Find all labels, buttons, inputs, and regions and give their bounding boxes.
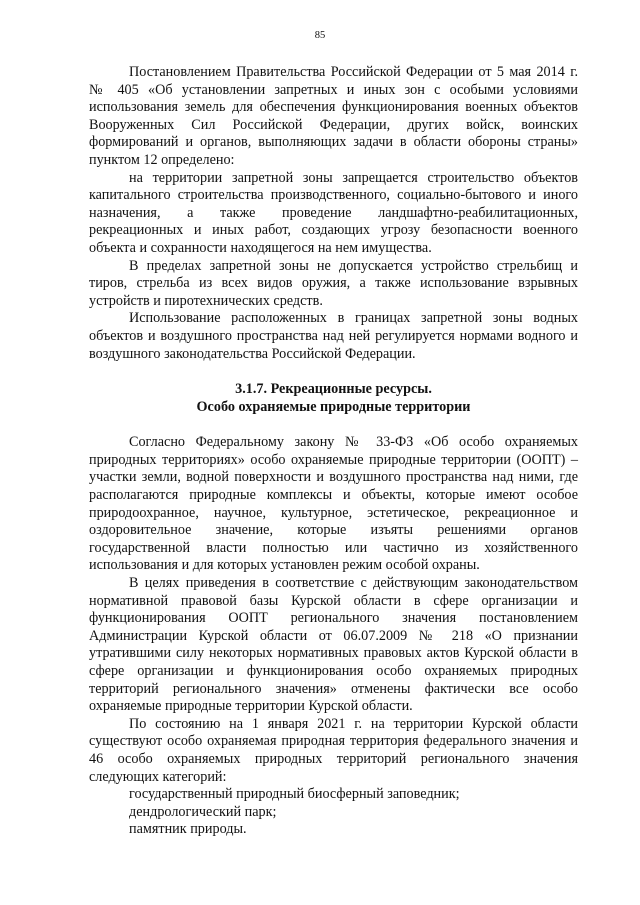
- section-heading-protected-areas: Особо охраняемые природные территории: [196, 398, 471, 415]
- list-item: памятник природы.: [129, 821, 247, 838]
- list-item: дендрологический парк;: [129, 803, 277, 820]
- spacer: [89, 416, 578, 434]
- section-heading-recreational-resources: 3.1.7. Рекреационные ресурсы.: [235, 381, 432, 398]
- paragraph-decree-intro: Постановлением Правительства Российской Федерации от 5 мая 2014 г. № 405 «Об установлении запретных и иных зон с особыми условиями использования земель для обеспечения функционирования военных объектов Вооруженных Сил Российской Федерации, других войск, воинских формирований и органов, выполняющих задачи в области обороны страны» пунктом 12 определено:: [89, 64, 578, 168]
- paragraph-water-air-space: Использование расположенных в границах запретной зоны водных объектов и воздушного пространства над ней регулируется нормами водного и воздушного законодательства Российской Федерации.: [89, 310, 578, 362]
- page-content: [89, 64, 578, 839]
- paragraph-shooting-ranges: В пределах запретной зоны не допускается устройство стрельбищ и тиров, стрельба из всех видов оружия, а также использование взрывных устройств и пиротехнических средств.: [89, 257, 578, 309]
- list-item: государственный природный биосферный заповедник;: [129, 786, 460, 803]
- page-number: 85: [314, 30, 326, 41]
- spacer: [89, 363, 578, 381]
- paragraph-regional-legislation: В целях приведения в соответствие с действующим законодательством нормативной правовой базы Курской области в сфере организации и функционирования ООПТ регионального значения постановлением Администрации Курской области от 06.07.2009 № 218 «О признании утратившими силу некоторых нормативных правовых актов Курской области в сфере организации и функционирования особо охраняемых природных территорий регионального значения» отменены фактически все особо охраняемые природные территории Курской области.: [89, 575, 578, 715]
- paragraph-federal-law: Согласно Федеральному закону № 33-ФЗ «Об особо охраняемых природных территориях» особо охраняемые природные территории (ООПТ) – участки земли, водной поверхности и воздушного пространства над ними, где располагаются природные комплексы и объекты, которые имеют особое природоохранное, научное, культурное, эстетическое, рекреационное и оздоровительное значение, которые изъяты решениями органов государственной власти полностью или частично из хозяйственного использования и для которых установлен режим особой охраны.: [89, 434, 578, 574]
- paragraph-forbidden-zone-construction: на территории запретной зоны запрещается строительство объектов капитального строительства производственного, социально-бытового и иного назначения, а также проведение ландшафтно-реабилитационных, рекреационных и иных работ, создающих угрозу безопасности военного объекта и сохранности находящегося на нем имущества.: [89, 169, 578, 256]
- paragraph-current-status: По состоянию на 1 января 2021 г. на территории Курской области существуют особо охраняемая природная территория федерального значения и 46 особо охраняемых природных территорий регионального значения следующих категорий:: [89, 715, 578, 785]
